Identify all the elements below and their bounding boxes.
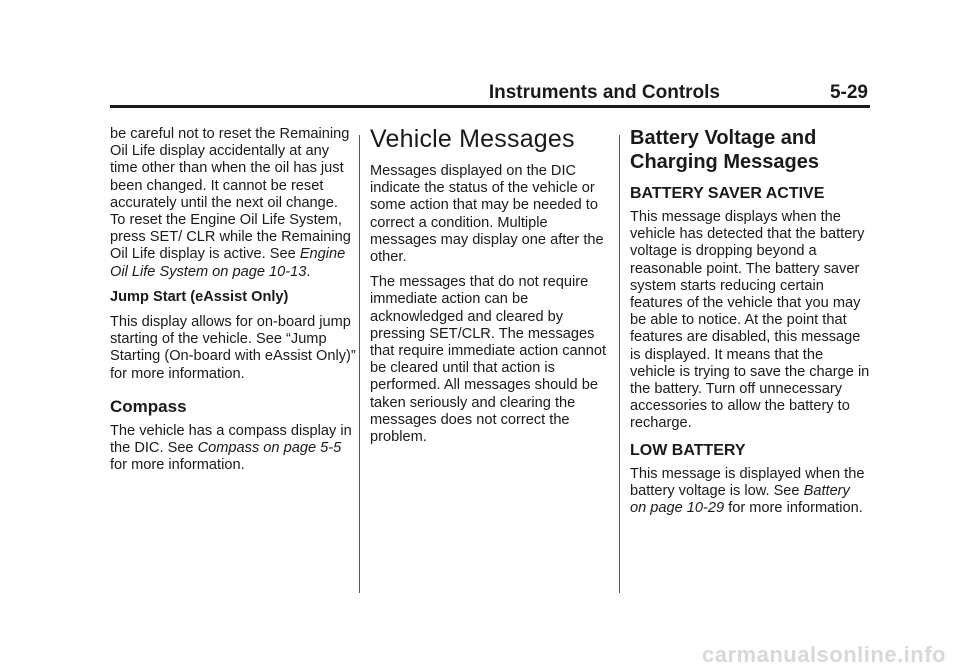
engine-oil-life-link[interactable]: Engine Oil Life System on page 10-13: [110, 246, 346, 280]
vehicle-messages-paragraph-2: The messages that do not require immediate action can be acknowledged and cleared by pressing SET/CLR. The messages that require immediate action cannot be cleared until that action is performed. All messages should be taken seriously and clearing the messages does not correct the problem.: [370, 274, 607, 446]
battery-messages-heading: Battery Voltage and Charging Messages: [630, 127, 819, 173]
compass-paragraph: [110, 423, 356, 475]
oil-life-text: be careful not to reset the Remaining Oil Life display accidentally at any time other than when the oil has just been changed. It cannot be reset accurately until the next oil change. To reset the Engine Oil Life System, press SET/ CLR while the Remaining Oil Life display is active. See: [110, 126, 351, 263]
watermark: carmanualsonline.info: [702, 642, 946, 667]
compass-link[interactable]: Compass on page 5-5: [197, 440, 342, 457]
battery-saver-paragraph: This message displays when the vehicle has detected that the battery voltage is dropping beyond a reasonable point. The battery saver system starts reducing certain features of the vehicle that you may be able to notice. At the point that features are disabled, this message is displayed. It means that the vehicle is trying to save the charge in the battery. Turn off unnecessary accessories to allow the battery to recharge.: [630, 209, 870, 432]
column-right: [630, 126, 870, 525]
vehicle-messages-heading: Vehicle Messages: [370, 125, 575, 153]
page-header: [110, 78, 870, 108]
compass-text: The vehicle has a compass display in the DIC. See: [110, 422, 352, 457]
low-battery-text: This message is displayed when the battery voltage is low. See: [630, 465, 865, 499]
jump-start-paragraph: This display allows for on-board jump starting of the vehicle. See “Jump Starting (On-board with eAssist Only)” for more information.: [110, 314, 356, 382]
column-middle: [370, 126, 610, 454]
header-page-number: 5-29: [829, 82, 868, 103]
low-battery-paragraph: [630, 466, 870, 518]
low-battery-heading: LOW BATTERY: [630, 441, 746, 459]
jump-start-label: Jump Start (eAssist Only): [110, 288, 289, 305]
column-divider-2: [619, 135, 620, 593]
column-divider-1: [359, 135, 360, 593]
compass-heading: Compass: [110, 396, 187, 416]
header-title: Instruments and Controls: [488, 82, 720, 103]
compass-text-end: for more information.: [110, 457, 245, 474]
column-left: [110, 126, 356, 482]
battery-saver-heading: BATTERY SAVER ACTIVE: [630, 185, 825, 202]
battery-link[interactable]: Battery on page 10-29: [630, 482, 850, 517]
low-battery-text-end: for more information.: [724, 500, 863, 517]
oil-life-text-end: .: [306, 263, 311, 280]
vehicle-messages-paragraph-1: Messages displayed on the DIC indicate the status of the vehicle or some action that may be needed to correct a condition. Multiple messages may display one after the other.: [370, 163, 604, 266]
oil-life-paragraph: [110, 126, 356, 281]
